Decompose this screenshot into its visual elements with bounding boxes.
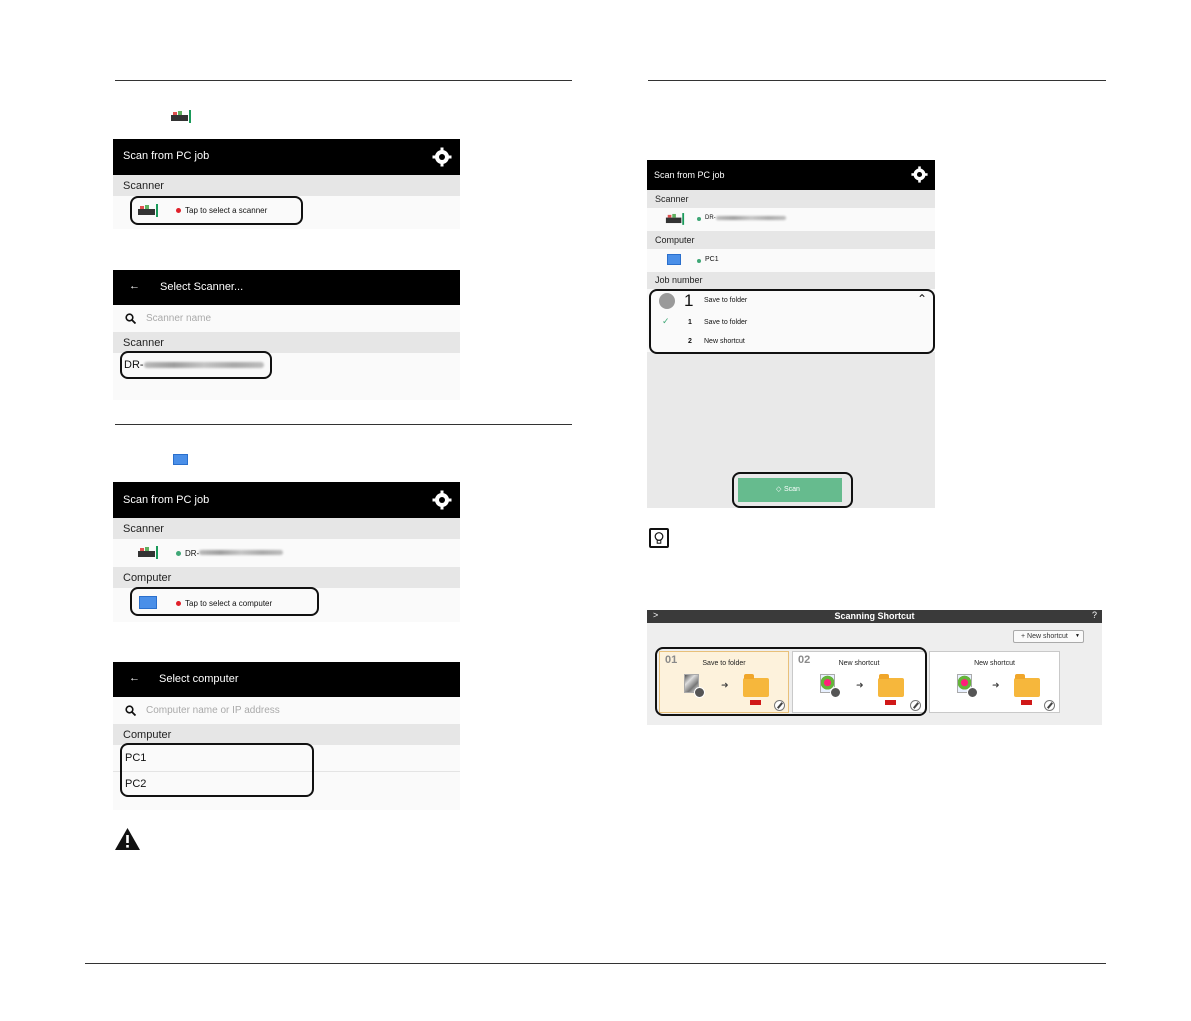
scanner-name-prefix: DR- bbox=[124, 359, 144, 371]
scan-button-label: Scan bbox=[784, 486, 800, 493]
scanner-name-prefix: DR- bbox=[185, 549, 200, 558]
section-job: Job number bbox=[647, 272, 935, 289]
selected-job-name: Save to folder bbox=[704, 297, 748, 304]
search-icon bbox=[125, 313, 136, 324]
scanner-row[interactable] bbox=[113, 539, 460, 567]
computer-icon bbox=[667, 254, 681, 265]
page-title: Select Scanner... bbox=[160, 281, 244, 293]
scanner-icon bbox=[137, 545, 159, 559]
blurred-scanner-name bbox=[199, 550, 283, 555]
left-mid-rule bbox=[115, 424, 572, 425]
card-number: 02 bbox=[798, 654, 811, 666]
scanner-icon bbox=[665, 212, 685, 225]
status-text: Tap to select a scanner bbox=[185, 206, 268, 215]
app-header bbox=[113, 662, 460, 697]
app-header bbox=[647, 160, 935, 190]
status-dot bbox=[697, 217, 701, 221]
arrow-icon: ➜ bbox=[992, 680, 1000, 690]
section-computer: Computer bbox=[647, 231, 935, 249]
shortcut-title-bar bbox=[647, 610, 1102, 623]
card-number: 01 bbox=[665, 654, 678, 666]
callout-scanner-item bbox=[120, 351, 272, 379]
search-bar[interactable] bbox=[113, 697, 460, 724]
status-text: Tap to select a computer bbox=[185, 599, 273, 608]
callout-computer bbox=[130, 587, 319, 616]
computer-name: PC1 bbox=[125, 752, 147, 764]
shortcut-card[interactable] bbox=[929, 651, 1060, 713]
scanner-name-prefix: DR- bbox=[705, 215, 716, 221]
edit-icon[interactable] bbox=[1044, 700, 1055, 711]
left-top-rule bbox=[115, 80, 572, 81]
shortcut-title: Scanning Shortcut bbox=[834, 611, 915, 621]
card-name: Save to folder bbox=[702, 660, 746, 667]
search-bar[interactable] bbox=[113, 305, 460, 332]
page-title: Scan from PC job bbox=[654, 170, 725, 180]
card-name: New shortcut bbox=[838, 660, 880, 667]
footer-rule bbox=[85, 963, 1106, 964]
pdf-badge bbox=[1021, 700, 1032, 705]
page-title: Select computer bbox=[159, 673, 239, 685]
status-dot bbox=[697, 259, 701, 263]
back-arrow-icon[interactable]: ← bbox=[129, 672, 140, 684]
page-title: Scan from PC job bbox=[123, 150, 210, 162]
callout-computer-list bbox=[120, 743, 314, 797]
search-input[interactable]: Computer name or IP address bbox=[146, 705, 280, 716]
callout-scanner bbox=[130, 196, 303, 225]
section-scanner: Scanner bbox=[113, 332, 460, 353]
job-option-number: 1 bbox=[688, 319, 692, 326]
scanner-row[interactable] bbox=[647, 208, 935, 231]
hint-icon bbox=[649, 528, 669, 548]
page-title: Scan from PC job bbox=[123, 494, 210, 506]
new-shortcut-label: + New shortcut bbox=[1021, 633, 1068, 640]
arrow-icon: ➜ bbox=[856, 680, 864, 690]
job-option-number: 2 bbox=[688, 338, 692, 345]
app-header bbox=[113, 270, 460, 305]
gear-icon[interactable] bbox=[432, 147, 452, 167]
section-scanner: Scanner bbox=[113, 175, 460, 196]
scanner-icon bbox=[170, 109, 192, 123]
callout-scan-button bbox=[732, 472, 853, 508]
card-name: New shortcut bbox=[974, 660, 1015, 667]
clock-icon bbox=[967, 687, 978, 698]
back-arrow-icon[interactable]: ← bbox=[129, 280, 140, 292]
computer-name: PC2 bbox=[125, 778, 147, 790]
right-top-rule bbox=[648, 80, 1106, 81]
arrow-icon: ➜ bbox=[721, 680, 729, 690]
search-icon bbox=[125, 705, 136, 716]
start-icon: ◇ bbox=[776, 486, 782, 493]
blurred-scanner-name bbox=[716, 216, 786, 220]
expand-icon[interactable]: > bbox=[653, 610, 659, 620]
section-scanner: Scanner bbox=[647, 190, 935, 208]
help-icon[interactable]: ? bbox=[1092, 610, 1098, 620]
callout-job-list bbox=[649, 289, 935, 354]
new-shortcut-button[interactable] bbox=[1013, 630, 1084, 643]
computer-row[interactable] bbox=[647, 249, 935, 272]
computer-name: PC1 bbox=[705, 256, 719, 263]
status-dot bbox=[176, 551, 181, 556]
gear-icon[interactable] bbox=[432, 490, 452, 510]
computer-icon bbox=[173, 454, 188, 465]
app-header bbox=[113, 482, 460, 518]
job-option-name: Save to folder bbox=[704, 319, 748, 326]
caution-icon bbox=[114, 827, 141, 851]
folder-icon bbox=[1014, 678, 1040, 697]
panel-select-scanner bbox=[113, 270, 460, 400]
job-option-name: New shortcut bbox=[704, 338, 745, 345]
section-computer: Computer bbox=[113, 724, 460, 745]
selected-job-number: 1 bbox=[684, 291, 694, 310]
section-computer: Computer bbox=[113, 567, 460, 588]
check-icon: ✓ bbox=[662, 316, 670, 326]
app-header bbox=[113, 139, 460, 175]
gear-icon[interactable] bbox=[911, 166, 928, 183]
chevron-down-icon: ▼ bbox=[1075, 633, 1080, 639]
section-scanner: Scanner bbox=[113, 518, 460, 539]
callout-shortcut-cards bbox=[655, 647, 927, 716]
search-input[interactable]: Scanner name bbox=[146, 313, 212, 324]
chevron-up-icon[interactable]: ⌃ bbox=[917, 292, 928, 306]
